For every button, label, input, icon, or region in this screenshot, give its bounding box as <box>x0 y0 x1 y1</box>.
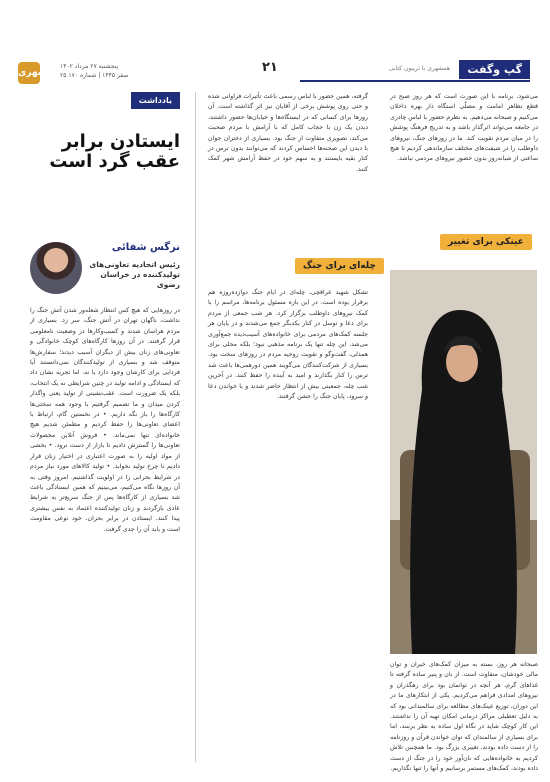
section-title: گپ وگفت <box>459 60 530 79</box>
note-title: ایستادن برابر عقب گرد است <box>49 131 180 172</box>
subhead-eyeglasses: عینکی برای تغییر <box>440 234 532 250</box>
interview-photo <box>390 270 537 654</box>
column-divider <box>195 92 196 762</box>
interviewee-illustration <box>390 270 537 654</box>
article-column-right-bottom: صبحانه هر روز، بسته به میزان کمک‌های خیران و توان مالی خودشان، متفاوت است. از نان و پنیر ساده گرفته تا غذاهای گرم، هر آنچه در توانمان بود برای رهگذران و نیروهای امدادی فراهم می‌کردیم. یکی از ابتکارهای ما در این دوران، توزیع عینک‌های مطالعه برای سالمندانی بود که به دلیل تعطیلی مراکز درمانی امکان تهیه آن را نداشتند. این کار کوچک شاید در نگاه اول ساده به نظر برسد، اما برای بسیاری از سالمندان که توان خواندن قرآن و روزنامه را از دست داده بودند، تغییری بزرگ بود. ما همچنین تلاش کردیم به خانواده‌هایی که نان‌آور خود را در جنگ از دست داده بودند، کمک‌های مستمر برسانیم و آنها را تنها نگذاریم. <box>390 661 538 773</box>
note-label: یادداشت <box>131 92 180 109</box>
author-photo <box>30 242 82 294</box>
note-column <box>30 92 180 762</box>
article-column-right-top: می‌شود. برنامه با این صورت است که هر روز صبح در قطع تظاهر امامت و مصلّی استگاه دار بهره داخلان می‌کنیم و صبحانه می‌دهیم. به نظرم حضور با لباس چادری در جامعه می‌تواند اثرگذار باشد و به تدریج فرهنگ پوشش را در میان مردم تقویت کند. ما در روزهای جنگ، نیروهای داوطلب را در شیفت‌های مختلف سازماندهی کردیم تا هیچ ساعتی از شبانه‌روز بدون حضور نیروهای مردمی نباشد. <box>390 93 538 163</box>
author-name: نرگس شفائی <box>111 242 180 253</box>
issue-info <box>60 62 230 80</box>
section-subtitle: همشهری با تریبون کتابی <box>388 65 450 72</box>
note-body: در روزهایی که هیچ کس انتظار شعله‌ور شدن آتش جنگ را نداشت، ناگهان تهران در آتش جنگ، سر زد. بسیاری از مردم هراسان شدند و کسب‌وکارها در وضعیت نامعلومی قرار گرفتند. در آن روزها کارگاه‌های کوچک خانوادگی و تعاونی‌های زنان بیش از دیگران آسیب دیدند؛ سفارش‌ها متوقف شد و بسیاری از تولیدکنندگان نمی‌دانستند آیا فردایی برای کارشان وجود دارد یا نه. اما تجربه نشان داد که ایستادگی و ادامه تولید در چنین شرایطی نه یک انتخاب، بلکه یک ضرورت است. عقب‌نشینی از تولید یعنی واگذار کردن میدان و ما تصمیم گرفتیم با وجود همه سختی‌ها کارگاه‌ها را باز نگه داریم. • در نخستین گام، ارتباط با اعضای تعاونی‌ها را حفظ کردیم و مطمئن شدیم هیچ خانواده‌ای تنها نمی‌ماند. • فروش آنلاین محصولات تعاونی‌ها را گسترش دادیم تا بازار از دست نرود. • بخشی از مواد اولیه را به صورت اعتباری در اختیار زنان قرار دادیم تا چرخ تولید نخوابد. • تولید کالاهای مورد نیاز مردم در شرایط بحرانی را در اولویت گذاشتیم. امروز وقتی به آن روزها نگاه می‌کنیم، می‌بینیم که همین ایستادگی باعث شد بسیاری از کارگاه‌ها پس از جنگ سریع‌تر به شرایط عادی بازگردند و زنان تولیدکننده اعتماد به نفس بیشتری پیدا کنند. ایستادن در برابر بحران، خود نوعی مقاومت است و باید آن را جدی گرفت. <box>30 307 180 533</box>
page-header <box>0 0 550 90</box>
page-number: ۲۱ <box>262 60 278 75</box>
section-bar <box>300 60 530 82</box>
author-role: رئیس اتحادیه تعاونی‌های تولیدکننده در خراسان رضوی <box>89 260 180 289</box>
publication-logo: همشهری <box>18 62 40 84</box>
article-column-middle-bottom: تشکل شهید عراقچی، چله‌ای در ایام جنگ دوازده‌روزه هم برقرار بوده است. در این بازه مسئول برنامه‌ها، مراسم را با کمک نیروهای داوطلب برگزار کرد. هر شب جمعی از مردم برای دعا و توسل در کنار یکدیگر جمع می‌شدند و در پایان هر جلسه کمک‌های مردمی برای خانواده‌های آسیب‌دیده جمع‌آوری می‌شد. این چله تنها یک برنامه مذهبی نبود؛ بلکه محلی برای همدلی، گفت‌وگو و تقویت روحیه مردم در روزهای سخت بود. بسیاری از شرکت‌کنندگان می‌گویند همین دورهمی‌ها باعث شد ترس را کنار بگذارند و امید به آینده را حفظ کنند. در آخرین شب چله، جمعیتی بیش از انتظار حاضر شدند و با خواندن دعا و سرود، پایان جنگ را جشن گرفتند. <box>208 289 368 401</box>
article-column-middle-top: گرفته، همین حضور با لباس رسمی باعث تأثیرات فراوانی شده و حتی روی پوشش برخی از آقایان نیز اثر گذاشته است. آن روزها برای کسانی که در ایستگاه‌ها و خیابان‌ها حضور داشتند، دیدن یک زن با حجاب کامل که با آرامش با مردم صحبت می‌کند، تصویری متفاوت از جنگ بود. بسیاری از دختران جوان با دیدن این صحنه‌ها احساس کردند که می‌توانند بدون ترس در کنار بقیه بایستند و به سهم خود در حفظ آرامش شهر کمک کنند. <box>208 93 368 173</box>
subhead-chelle: چله‌ای برای جنگ <box>295 258 384 274</box>
issue-number: ۲۵ صفر ۱۴۴۵ | شماره ۱۷۰ <box>60 72 129 79</box>
issue-date: پنجشنبه ۲۷ مرداد ۱۴۰۲ <box>60 63 119 70</box>
